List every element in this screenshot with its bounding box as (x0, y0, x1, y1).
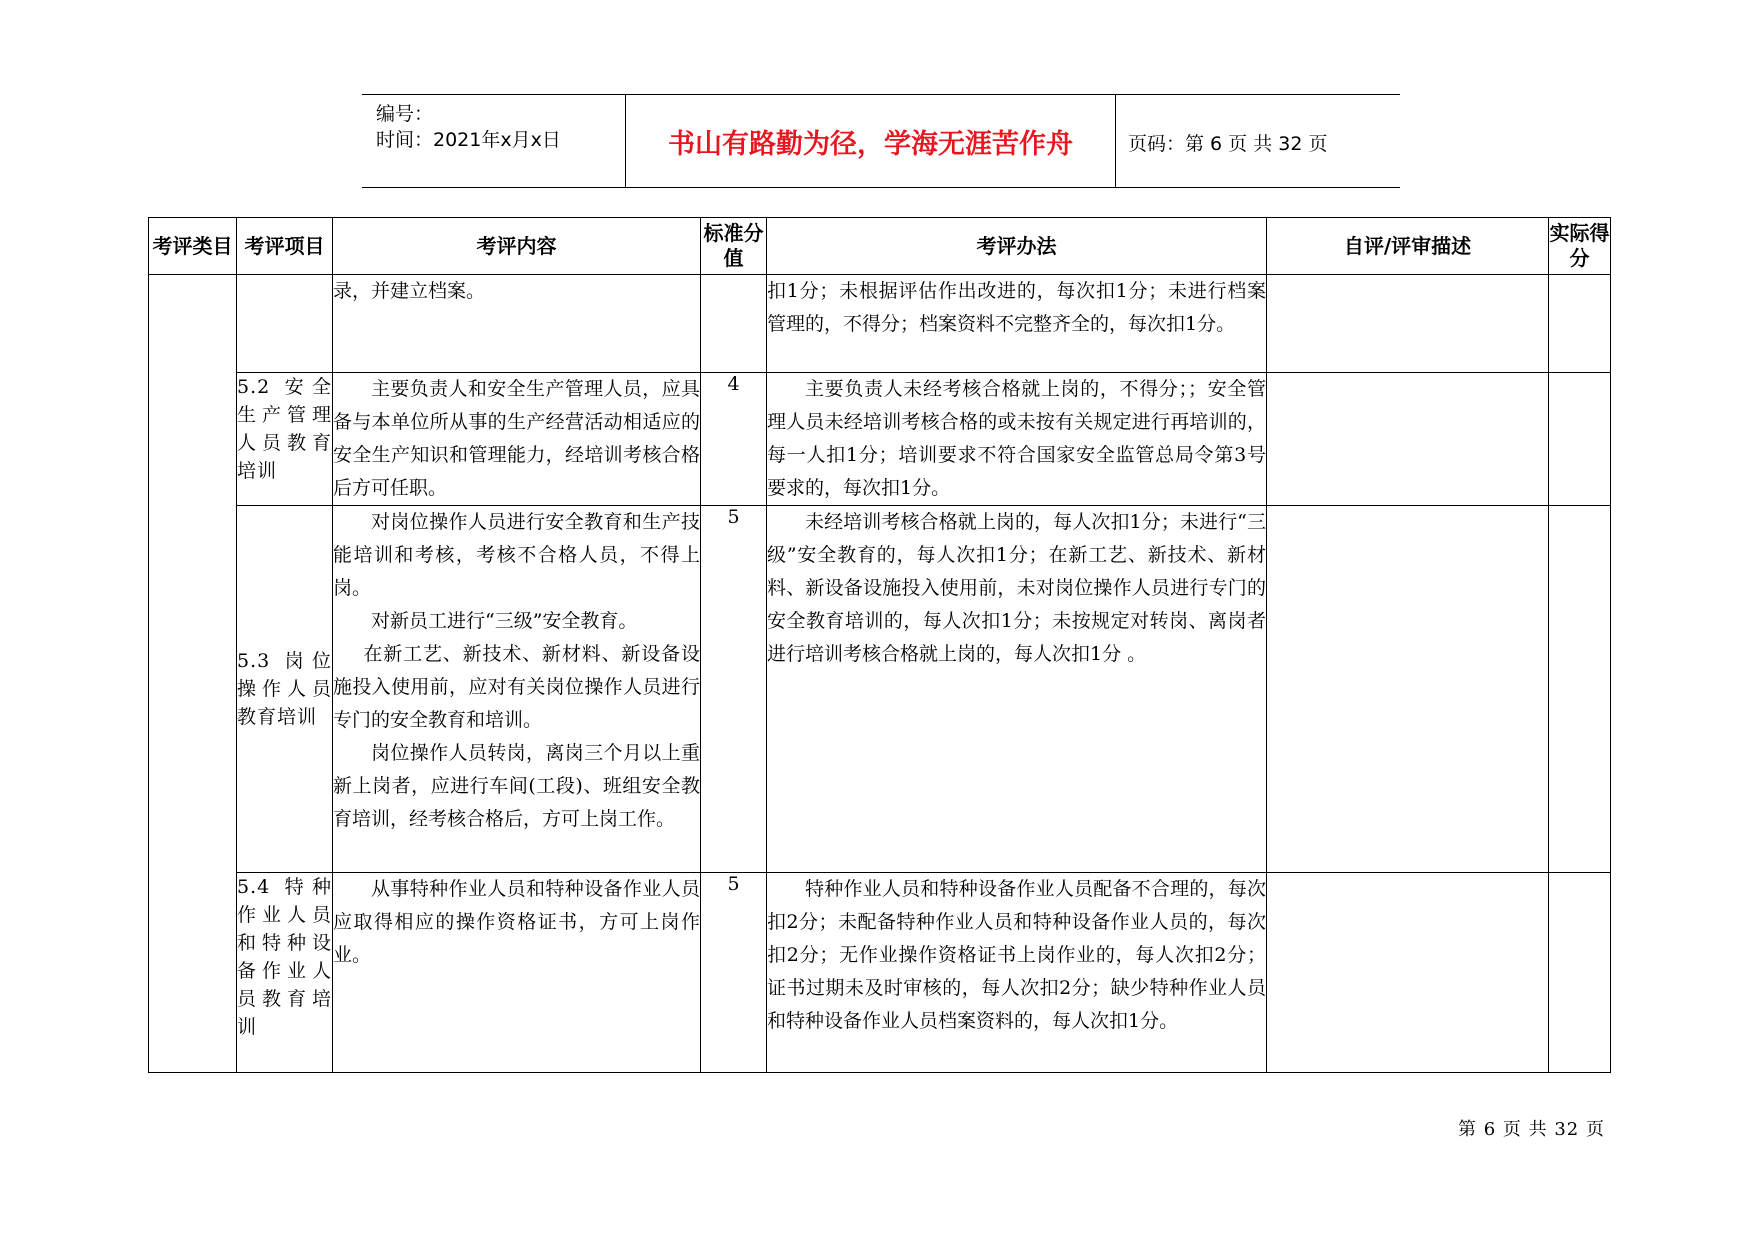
header-self-eval: 自评/评审描述 (1267, 218, 1549, 275)
header-actual: 实际得分 (1549, 218, 1611, 275)
table-row (149, 373, 1611, 506)
self-eval-cell[interactable] (1267, 275, 1549, 373)
item-cell: 5.4 特种作业人员和特种设备作业人员教育培训 (237, 873, 333, 1073)
header-meta (376, 101, 624, 153)
header-motto: 书山有路勤为径，学海无涯苦作舟 (668, 128, 1073, 160)
item-cell: 5.2 安全生产管理人员教育培训 (237, 373, 333, 506)
header-content: 考评内容 (333, 218, 701, 275)
score-cell: 5 (701, 506, 767, 873)
self-eval-cell[interactable] (1267, 873, 1549, 1073)
method-cell (767, 506, 1267, 873)
method-paragraph: 主要负责人未经考核合格就上岗的，不得分；；安全管理人员未经培训考核合格的或未按有关规定进行再培训的，每一人扣1分；培训要求不符合国家安全监管总局令第3号要求的，每次扣1分。 (767, 378, 1266, 499)
header-item: 考评项目 (237, 218, 333, 275)
actual-score-cell[interactable] (1549, 506, 1611, 873)
content-cell (333, 873, 701, 1073)
item-cell (237, 275, 333, 373)
document-time-label: 时间：2021年x月x日 (376, 129, 561, 151)
self-eval-cell[interactable] (1267, 373, 1549, 506)
actual-score-cell[interactable] (1549, 873, 1611, 1073)
header-category: 考评类目 (149, 218, 237, 275)
item-cell: 5.3 岗位操作人员教育培训 (237, 506, 333, 873)
method-paragraph: 未经培训考核合格就上岗的，每人次扣1分；未进行“三级”安全教育的，每人次扣1分；在新工艺、新技术、新材料、新设备设施投入使用前，未对岗位操作人员进行专门的安全教育培训的，每人次扣1分；未按规定对转岗、离岗者进行培训考核合格就上岗的，每人次扣1分 。 (767, 511, 1266, 665)
content-paragraph: 对岗位操作人员进行安全教育和生产技能培训和考核，考核不合格人员，不得上岗。 (333, 511, 700, 599)
category-cell (149, 275, 237, 1073)
method-cell (767, 373, 1267, 506)
content-cell (333, 275, 701, 373)
method-paragraph: 特种作业人员和特种设备作业人员配备不合理的，每次扣2分；未配备特种作业人员和特种设备作业人员的，每次扣2分；无作业操作资格证书上岗作业的，每人次扣2分；证书过期未及时审核的，每人次扣2分；缺少特种作业人员和特种设备作业人员档案资料的，每人次扣1分。 (767, 878, 1266, 1032)
table-row (149, 275, 1611, 373)
header-score: 标准分值 (701, 218, 767, 275)
header-divider (1115, 95, 1116, 187)
content-cell (333, 506, 701, 873)
score-cell (701, 275, 767, 373)
table-row (149, 873, 1611, 1073)
document-number-label: 编号： (376, 103, 434, 125)
table-header-row (149, 218, 1611, 275)
content-paragraph: 主要负责人和安全生产管理人员，应具备与本单位所从事的生产经营活动相适应的安全生产知识和管理能力，经培训考核合格后方可任职。 (333, 378, 700, 499)
page-footer: 第 6 页 共 32 页 (1458, 1119, 1605, 1140)
content-paragraph: 对新员工进行“三级”安全教育。 (371, 610, 638, 632)
method-cell (767, 873, 1267, 1073)
self-eval-cell[interactable] (1267, 506, 1549, 873)
content-cell (333, 373, 701, 506)
table-row (149, 506, 1611, 873)
content-paragraph: 从事特种作业人员和特种设备作业人员应取得相应的操作资格证书，方可上岗作业。 (333, 878, 700, 966)
content-paragraph: 在新工艺、新技术、新材料、新设备设施投入使用前，应对有关岗位操作人员进行专门的安全教育和培训。 (333, 643, 700, 731)
evaluation-table (148, 217, 1611, 1073)
actual-score-cell[interactable] (1549, 275, 1611, 373)
method-cell (767, 275, 1267, 373)
content-paragraph: 岗位操作人员转岗，离岗三个月以上重新上岗者，应进行车间(工段)、班组安全教育培训，经考核合格后，方可上岗工作。 (333, 742, 700, 830)
score-cell: 4 (701, 373, 767, 506)
method-paragraph: 扣1分；未根据评估作出改进的，每次扣1分；未进行档案管理的，不得分；档案资料不完整齐全的，每次扣1分。 (767, 280, 1266, 335)
document-header (362, 94, 1400, 188)
header-method: 考评办法 (767, 218, 1267, 275)
actual-score-cell[interactable] (1549, 373, 1611, 506)
content-paragraph: 录，并建立档案。 (333, 280, 486, 302)
header-page-label: 页码：第 6 页 共 32 页 (1128, 133, 1328, 155)
score-cell: 5 (701, 873, 767, 1073)
